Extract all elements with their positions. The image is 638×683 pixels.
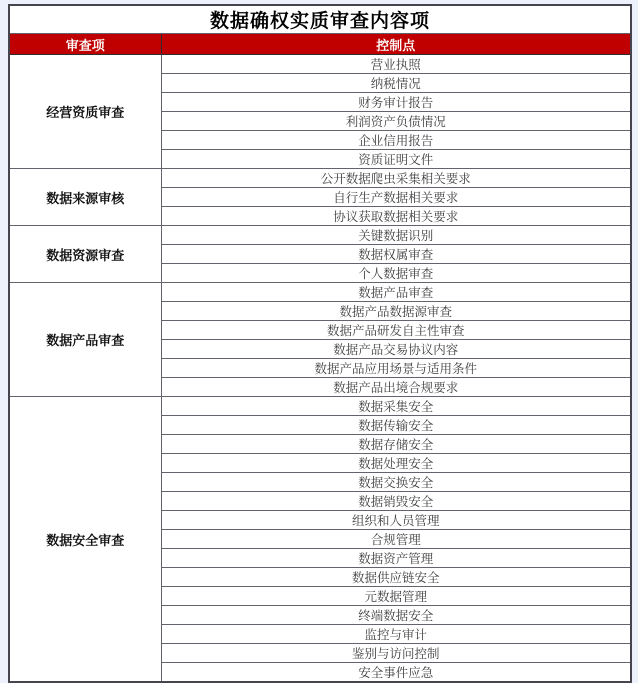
table-row [9, 397, 631, 416]
control-point-cell: 数据产品应用场景与适用条件 [161, 359, 631, 378]
table-title-row [9, 5, 631, 34]
control-point-cell: 数据采集安全 [161, 397, 631, 416]
control-point-cell: 组织和人员管理 [161, 511, 631, 530]
table-row [9, 55, 631, 74]
table-header-row [9, 34, 631, 55]
table-title: 数据确权实质审查内容项 [9, 5, 631, 34]
control-point-cell: 关键数据识别 [161, 226, 631, 245]
control-point-cell: 利润资产负债情况 [161, 112, 631, 131]
control-point-cell: 数据处理安全 [161, 454, 631, 473]
control-point-cell: 纳税情况 [161, 74, 631, 93]
review-item-cell: 经营资质审查 [9, 55, 161, 169]
control-point-cell: 数据权属审查 [161, 245, 631, 264]
control-point-cell: 终端数据安全 [161, 606, 631, 625]
control-point-cell: 个人数据审查 [161, 264, 631, 283]
control-point-cell: 数据销毁安全 [161, 492, 631, 511]
control-point-cell: 数据资产管理 [161, 549, 631, 568]
control-point-cell: 自行生产数据相关要求 [161, 188, 631, 207]
control-point-cell: 协议获取数据相关要求 [161, 207, 631, 226]
review-item-cell: 数据安全审查 [9, 397, 161, 683]
column-header-review-item: 审查项 [9, 34, 161, 55]
control-point-cell: 元数据管理 [161, 587, 631, 606]
control-point-cell: 财务审计报告 [161, 93, 631, 112]
control-point-cell: 数据产品数据源审查 [161, 302, 631, 321]
control-point-cell: 数据产品审查 [161, 283, 631, 302]
review-item-cell: 数据产品审查 [9, 283, 161, 397]
review-table [8, 4, 632, 683]
control-point-cell: 营业执照 [161, 55, 631, 74]
control-point-cell: 公开数据爬虫采集相关要求 [161, 169, 631, 188]
control-point-cell: 数据产品研发自主性审查 [161, 321, 631, 340]
control-point-cell: 合规管理 [161, 530, 631, 549]
control-point-cell: 资质证明文件 [161, 150, 631, 169]
table-row [9, 169, 631, 188]
control-point-cell: 数据存储安全 [161, 435, 631, 454]
review-table-body [9, 55, 631, 683]
control-point-cell: 监控与审计 [161, 625, 631, 644]
control-point-cell: 数据传输安全 [161, 416, 631, 435]
review-item-cell: 数据资源审查 [9, 226, 161, 283]
control-point-cell: 鉴别与访问控制 [161, 644, 631, 663]
table-row [9, 283, 631, 302]
control-point-cell: 企业信用报告 [161, 131, 631, 150]
control-point-cell: 数据交换安全 [161, 473, 631, 492]
column-header-control-point: 控制点 [161, 34, 631, 55]
control-point-cell: 数据供应链安全 [161, 568, 631, 587]
control-point-cell: 数据产品出境合规要求 [161, 378, 631, 397]
table-row [9, 226, 631, 245]
review-item-cell: 数据来源审核 [9, 169, 161, 226]
control-point-cell: 数据产品交易协议内容 [161, 340, 631, 359]
control-point-cell: 安全事件应急 [161, 663, 631, 683]
